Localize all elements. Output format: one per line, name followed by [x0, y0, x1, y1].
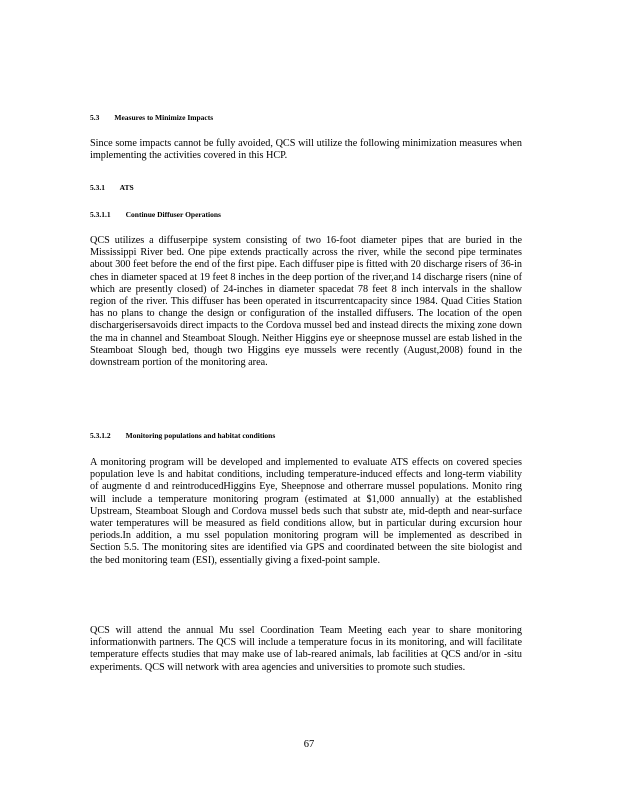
page-number: 67	[303, 739, 315, 750]
section-number: 5.3	[90, 113, 100, 122]
section-title: Continue Diffuser Operations	[125, 210, 221, 219]
diffuser-paragraph: QCS utilizes a diffuserpipe system consisting of two 16-foot diameter pipes that are buried in the Mississippi River bed. One pipe extends practically across the river, while the second pipe terminates about 300 feet before the end of the first pipe. Each diffuser pipe is fitted with 20 discharge risers of 36-in ches in diameter spaced at 19 feet 8 inches in the deep portion of the river,and 14 discharge risers (nine of which are presently closed) of 24-inches in diameter spacedat 78 feet 8 inch intervals in the shallow region of the river. This diffuser has been operated in itscurrentcapacity since 1984. Quad Cities Station has no plans to change the design or configuration of the installed diffusers. The location of the open dischargerisersavoids direct impacts to the Cordova mussel bed and instead directs the mixing zone down the ma in channel and Steamboat Slough. Neither Higgins eye or sheepnose mussel are estab lished in the Steamboat Slough bed, though two Higgins eye mussels were recently (August,2008) found in the downstream portion of the monitoring area.	[90, 235, 522, 369]
coordination-paragraph: QCS will attend the annual Mu ssel Coordination Team Meeting each year to share monitoring informationwith partners. The QCS will include a temperature focus in its monitoring, and will facilitate temperature effects studies that may make use of lab-reared animals, lab facilities at QCS and/or in -situ experiments. QCS will network with area agencies and universities to promote such studies.	[90, 625, 522, 673]
monitoring-paragraph: A monitoring program will be developed and implemented to evaluate ATS effects on covered species population leve ls and habitat conditions, including temperature-induced effects and long-term viability of augmente d and reintroducedHiggins Eye, Sheepnose and otherrare mussel populations. Monito ring will include a temperature monitoring program (estimated at $1,000 annually) at the established Upstream, Steamboat Slough and Cordova mussel beds such that substr ate, mid-depth and near-surface water temperatures will be measured as field conditions allow, but in particular during excursion hour periods.In addition, a mu ssel population monitoring program will be implemented as described in Section 5.5. The monitoring sites are identified via GPS and coordinated between the site biologist and the bed monitoring team (ESI), essentially giving a fixed-point sample.	[90, 457, 522, 566]
section-number: 5.3.1	[90, 183, 105, 192]
section-number: 5.3.1.2	[90, 431, 111, 440]
section-heading-5-3-1-1	[90, 210, 221, 220]
section-heading-5-3-1-2	[90, 431, 275, 441]
section-number: 5.3.1.1	[90, 210, 111, 219]
section-title: Monitoring populations and habitat conditions	[125, 431, 276, 440]
intro-paragraph: Since some impacts cannot be fully avoided, QCS will utilize the following minimization measures when implementing the activities covered in this HCP.	[90, 138, 522, 162]
section-heading-5-3	[90, 113, 213, 123]
section-title: Measures to Minimize Impacts	[114, 113, 214, 122]
section-title: ATS	[119, 183, 134, 192]
section-heading-5-3-1	[90, 183, 134, 193]
